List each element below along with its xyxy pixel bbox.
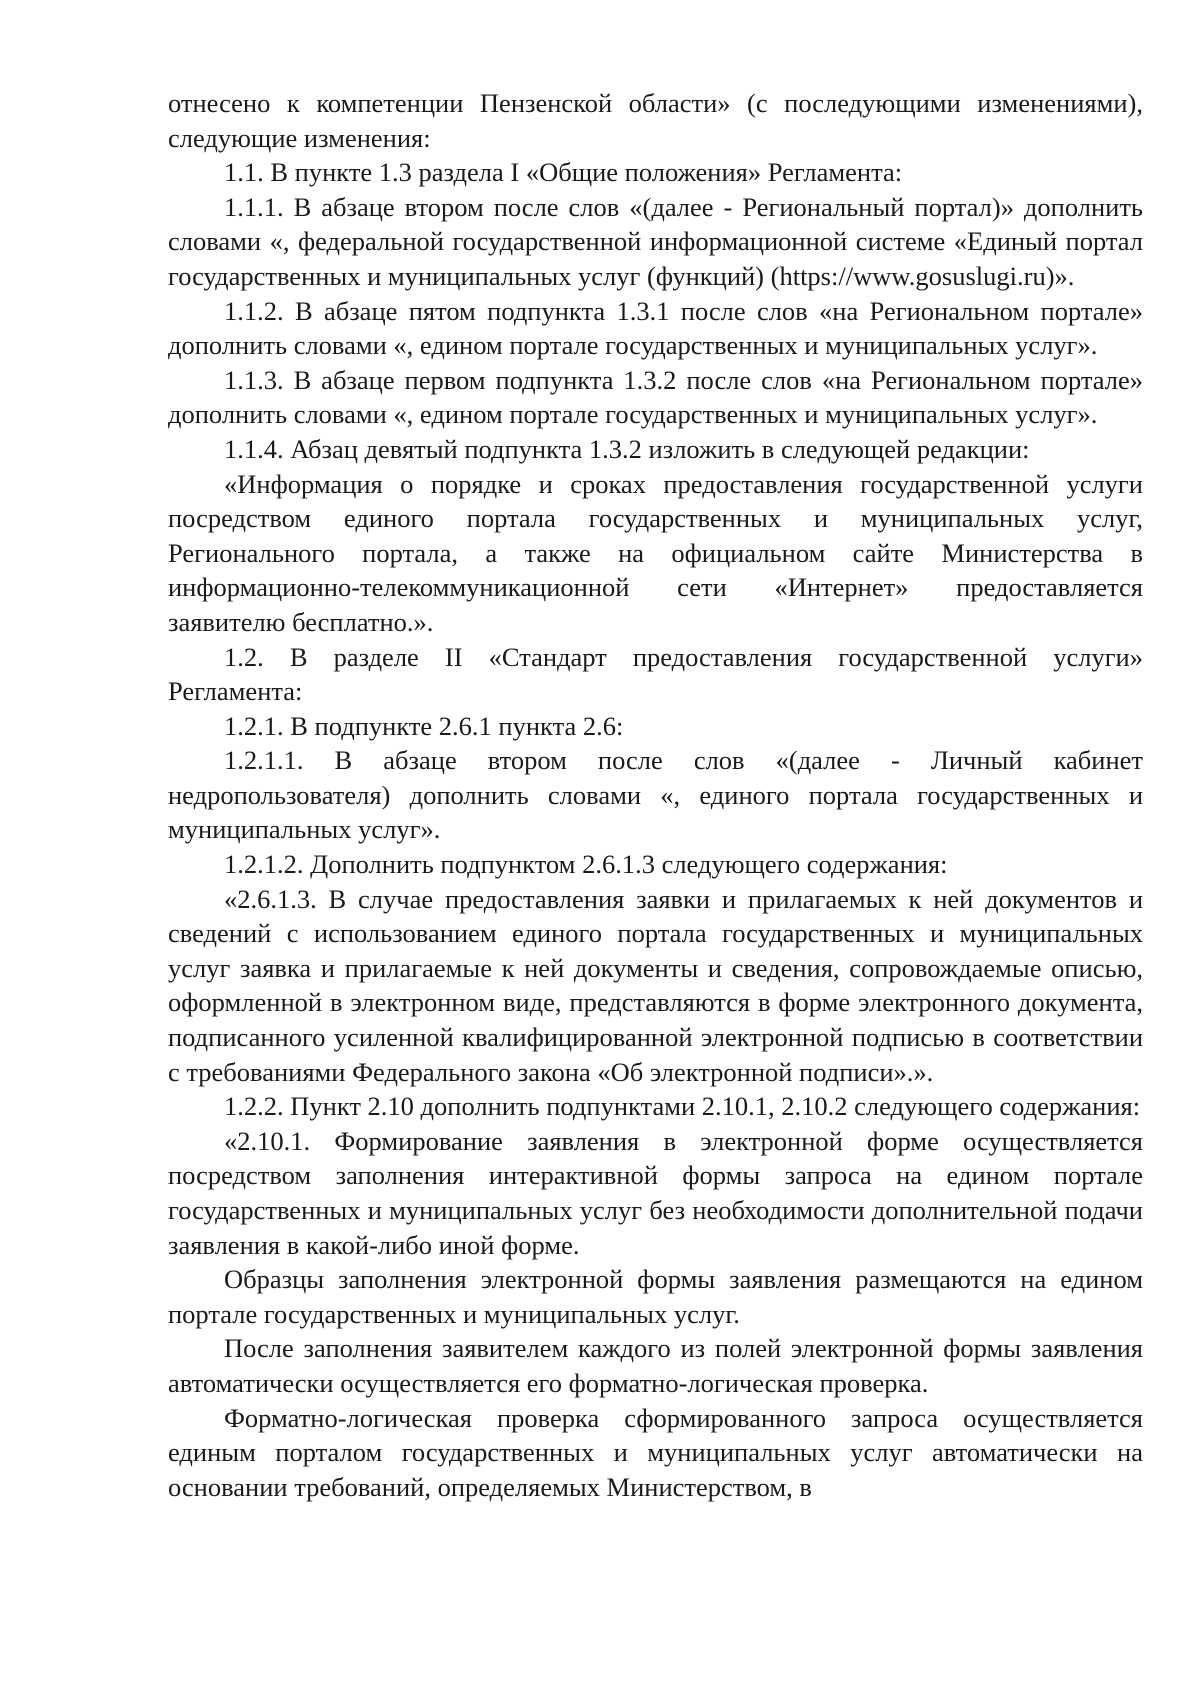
paragraph: отнесено к компетенции Пензенской области» (с последующими изменениями), следующие изменения:: [168, 88, 1143, 153]
paragraph: 1.2. В разделе II «Стандарт предоставления государственной услуги» Регламента:: [168, 641, 1143, 707]
paragraph: Форматно-логическая проверка сформированного запроса осуществляется единым порталом государственных и муниципальных услуг автоматически на основании требований, определяемых Министерством, в: [168, 1402, 1143, 1502]
paragraph: 1.2.1. В подпункте 2.6.1 пункта 2.6:: [224, 710, 624, 741]
paragraph: 1.1.3. В абзаце первом подпункта 1.3.2 после слов «на Региональном портале» дополнить словами «, едином портале государственных и муниципальных услуг».: [168, 364, 1143, 430]
paragraph: 1.1.4. Абзац девятый подпункта 1.3.2 изложить в следующей редакции:: [224, 433, 1030, 464]
paragraph: 1.1.2. В абзаце пятом подпункта 1.3.1 после слов «на Региональном портале» дополнить словами «, едином портале государственных и муниципальных услуг».: [168, 295, 1143, 361]
paragraph: 1.1. В пункте 1.3 раздела I «Общие положения» Регламента:: [224, 157, 903, 188]
paragraph: 1.1.1. В абзаце втором после слов «(далее - Региональный портал)» дополнить словами «, федеральной государственной информационной системе «Единый портал государственных и муниципальных услуг (функций) (https://www.gosuslugi.ru)».: [168, 191, 1143, 291]
paragraph: «Информация о порядке и сроках предоставления государственной услуги посредством единого портала государственных и муниципальных услуг, Регионального портала, а также на официальном сайте Министерства в информационно-телекоммуникационной сети «Интернет» предоставляется заявителю бесплатно.».: [168, 468, 1143, 637]
paragraph: 1.2.1.2. Дополнить подпунктом 2.6.1.3 следующего содержания:: [224, 849, 948, 880]
paragraph: После заполнения заявителем каждого из полей электронной формы заявления автоматически осуществляется его форматно-логическая проверка.: [168, 1333, 1143, 1398]
paragraph: «2.10.1. Формирование заявления в электронной форме осуществляется посредством заполнения интерактивной формы запроса на едином портале государственных и муниципальных услуг без необходимости дополнительной подачи заявления в какой-либо иной форме.: [168, 1125, 1143, 1260]
document-page: [168, 86, 1143, 1504]
paragraph: Образцы заполнения электронной формы заявления размещаются на едином портале государственных и муниципальных услуг.: [168, 1264, 1143, 1329]
paragraph: 1.2.2. Пункт 2.10 дополнить подпунктами 2.10.1, 2.10.2 следующего содержания:: [224, 1091, 1141, 1122]
paragraph: «2.6.1.3. В случае предоставления заявки и прилагаемых к ней документов и сведений с использованием единого портала государственных и муниципальных услуг заявка и прилагаемые к ней документы и сведения, сопровождаемые описью, оформленной в электронном виде, представляются в форме электронного документа, подписанного усиленной квалифицированной электронной подписью в соответствии с требованиями Федерального закона «Об электронной подписи».».: [168, 883, 1143, 1087]
paragraph: 1.2.1.1. В абзаце втором после слов «(далее - Личный кабинет недропользователя) дополнить словами «, единого портала государственных и муниципальных услуг».: [168, 745, 1143, 845]
